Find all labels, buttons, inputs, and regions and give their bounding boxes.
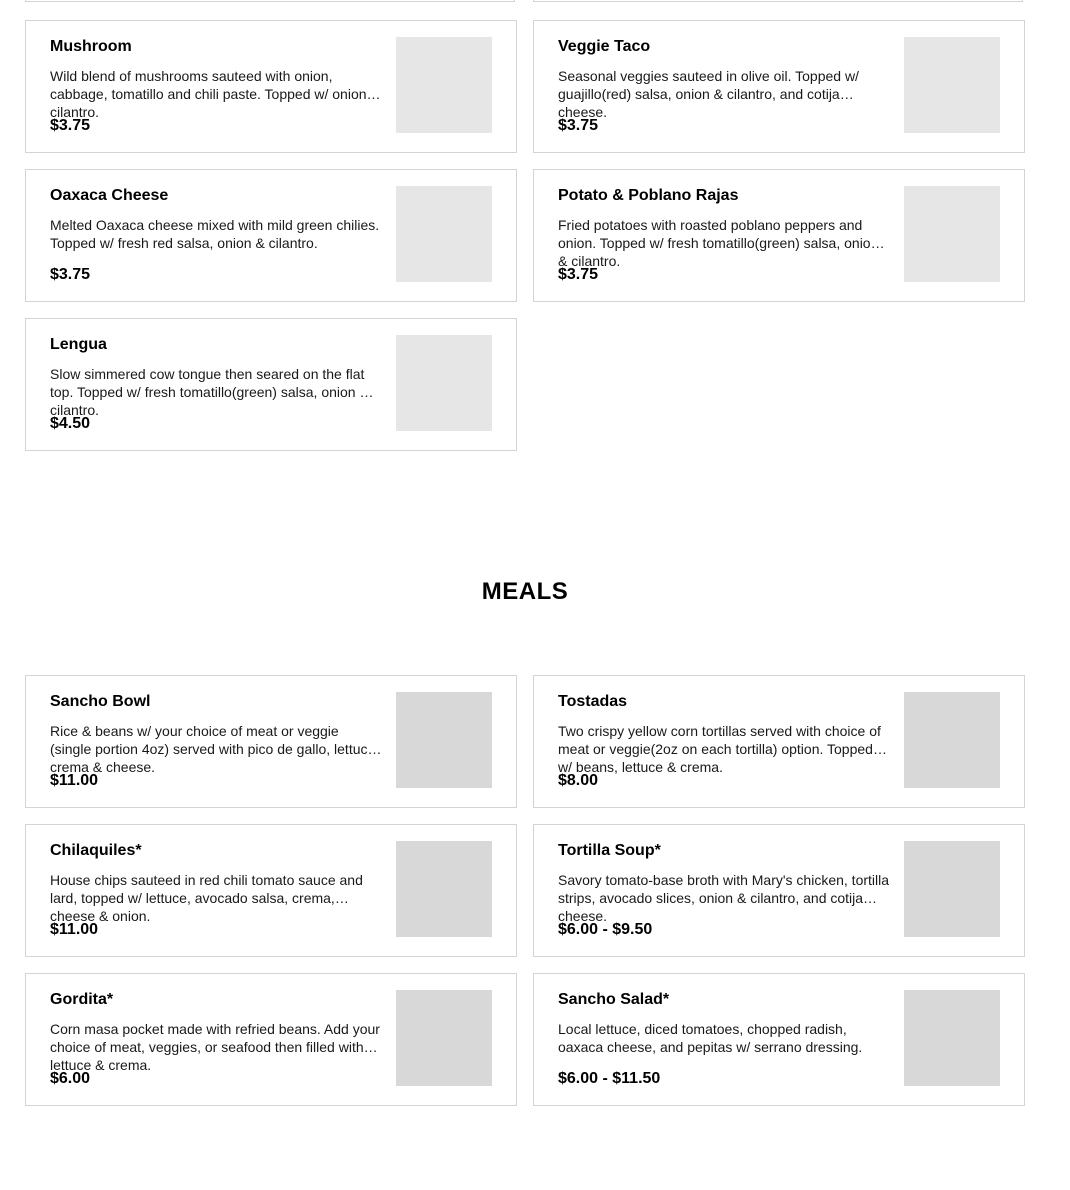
menu-item-card-veggie-taco[interactable] (533, 20, 1025, 153)
menu-item-card-sancho-salad[interactable] (533, 973, 1025, 1106)
menu-item-image-placeholder (904, 841, 1000, 937)
menu-item-price: $6.00 - $11.50 (558, 1070, 661, 1087)
menu-item-card-tortilla-soup[interactable] (533, 824, 1025, 957)
menu-item-description: Two crispy yellow corn tortillas served with choice of meat or veggie(2oz on each tortilla) option. Topped w/ beans, lettuce & crema. (558, 723, 881, 775)
menu-item-card-chilaquiles[interactable] (25, 824, 517, 957)
menu-item-description: Melted Oaxaca cheese mixed with mild green chilies. Topped w/ fresh red salsa, onion & cilantro. (50, 217, 380, 251)
menu-item-name: Chilaquiles* (50, 842, 142, 859)
menu-item-name: Potato & Poblano Rajas (558, 187, 739, 204)
menu-item-description: Rice & beans w/ your choice of meat or veggie (single portion 4oz) served with pico de gallo, lettuce, crema & cheese. (50, 723, 380, 775)
menu-item-name: Oaxaca Cheese (50, 187, 169, 204)
menu-item-name: Veggie Taco (558, 38, 651, 55)
menu-item-description: Slow simmered cow tongue then seared on the flat top. Topped w/ fresh tomatillo(green) salsa, onion & cilantro. (50, 366, 369, 418)
menu-item-price: $8.00 (558, 772, 599, 789)
menu-item-card-oaxaca-cheese[interactable] (25, 169, 517, 302)
menu-item-card-partial[interactable] (533, 0, 1023, 2)
menu-item-image-placeholder (396, 335, 492, 431)
menu-item-card-partial[interactable] (25, 0, 515, 2)
menu-item-description: Seasonal veggies sauteed in olive oil. Topped w/ guajillo(red) salsa, onion & cilantro, and cotija cheese. (558, 68, 859, 120)
menu-item-image-placeholder (396, 692, 492, 788)
menu-item-image-placeholder (396, 37, 492, 133)
menu-item-card-gordita[interactable] (25, 973, 517, 1106)
menu-item-name: Mushroom (50, 38, 132, 55)
menu-item-image-placeholder (904, 692, 1000, 788)
menu-item-price: $11.00 (50, 921, 99, 938)
menu-item-description: Savory tomato-base broth with Mary's chicken, tortilla strips, avocado slices, onion & cilantro, and cotija cheese. (558, 872, 890, 924)
menu-item-description: Wild blend of mushrooms sauteed with onion, cabbage, tomatillo and chili paste. Topped w/ onion & cilantro. (50, 68, 380, 120)
menu-item-name: Tortilla Soup* (558, 842, 661, 859)
menu-item-description: House chips sauteed in red chili tomato sauce and lard, topped w/ lettuce, avocado salsa, crema, cheese & onion. (50, 872, 363, 924)
menu-item-name: Tostadas (558, 693, 628, 710)
menu-item-price: $11.00 (50, 772, 99, 789)
menu-item-card-mushroom[interactable] (25, 20, 517, 153)
menu-item-price: $4.50 (50, 415, 91, 432)
menu-item-card-sancho-bowl[interactable] (25, 675, 517, 808)
meals-grid (25, 675, 1025, 1106)
menu-item-card-tostadas[interactable] (533, 675, 1025, 808)
menu-item-name: Lengua (50, 336, 107, 353)
menu-item-image-placeholder (396, 186, 492, 282)
menu-item-price: $3.75 (50, 266, 91, 283)
menu-item-name: Gordita* (50, 991, 114, 1008)
section-heading-meals: MEALS (481, 578, 569, 605)
menu-item-price: $6.00 - $9.50 (558, 921, 653, 938)
menu-item-description: Corn masa pocket made with refried beans. Add your choice of meat, veggies, or seafood then filled with lettuce & crema. (50, 1021, 380, 1073)
menu-item-price: $3.75 (50, 117, 91, 134)
menu-item-image-placeholder (904, 990, 1000, 1086)
menu-item-card-lengua[interactable] (25, 318, 517, 451)
tacos-grid (25, 20, 1025, 451)
menu-item-card-potato-poblano-rajas[interactable] (533, 169, 1025, 302)
menu-item-name: Sancho Salad* (558, 991, 670, 1008)
menu-item-description: Local lettuce, diced tomatoes, chopped radish, oaxaca cheese, and pepitas w/ serrano dressing. (558, 1021, 863, 1055)
menu-item-image-placeholder (396, 990, 492, 1086)
menu-item-image-placeholder (396, 841, 492, 937)
menu-item-price: $6.00 (50, 1070, 91, 1087)
menu-item-name: Sancho Bowl (50, 693, 151, 710)
menu-item-price: $3.75 (558, 117, 599, 134)
menu-item-image-placeholder (904, 37, 1000, 133)
menu-item-image-placeholder (904, 186, 1000, 282)
menu-item-description: Fried potatoes with roasted poblano peppers and onion. Topped w/ fresh tomatillo(green) salsa, onion & cilantro. (558, 217, 879, 269)
menu-item-price: $3.75 (558, 266, 599, 283)
